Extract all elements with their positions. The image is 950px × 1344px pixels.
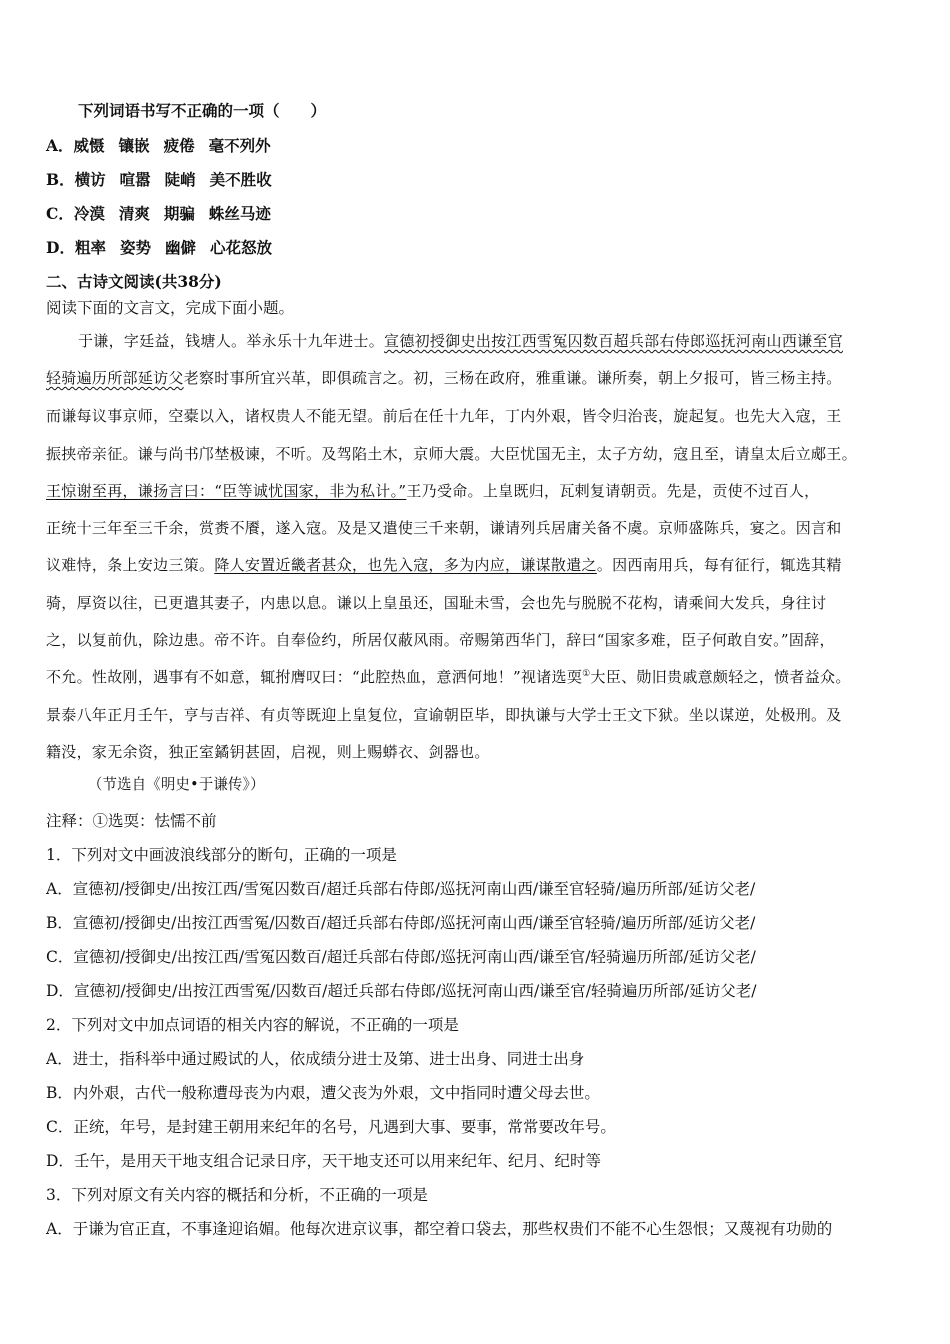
q2-option-b[interactable]: B．内外艰，古代一般称遭母丧为内艰，遭父丧为外艰，文中指同时遭父母去世。 <box>46 1084 600 1102</box>
word: 镶嵌 <box>118 136 150 155</box>
word: 威慑 <box>73 136 105 155</box>
option-label: A． <box>46 136 74 155</box>
passage-line-1: 于谦，字廷益，钱塘人。举永乐十九年进士。宣德初授御史出按江西雪冤囚数百超兵部右侍郎巡抚河南山西谦至官 <box>78 332 844 350</box>
passage-line-11: 景泰八年正月壬午，亨与吉祥、有贞等既迎上皇复位，宣谕朝臣毕，即执谦与大学士王文下狱。坐以谋逆，处极刑。及 <box>46 706 842 724</box>
passage-line-3: 而谦每议事京师，空橐以入，诸权贵人不能无望。前后在任十九年，丁内外艰，皆令归治丧，旋起复。也先大入寇，王 <box>46 407 842 425</box>
passage-line-2: 轻骑遍历所部延访父老察时事所宜兴革，即俱疏言之。初，三杨在政府，雅重谦。谦所奏，朝上夕报可，皆三杨主持。 <box>46 369 842 387</box>
word: 心花怒放 <box>210 238 273 257</box>
option-label: C． <box>46 204 74 223</box>
underlined-sentence: 降人安置近畿者甚众，也先入寇，多为内应，谦谋散遣之 <box>214 556 597 574</box>
q2-option-c[interactable]: C．正统，年号，是封建王朝用来纪年的名号，凡遇到大事、要事，常常要改年号。 <box>46 1118 616 1136</box>
section-instruction: 阅读下面的文言文，完成下面小题。 <box>46 299 295 317</box>
word: 毫不列外 <box>208 136 271 155</box>
passage-line-10: 不允。性故刚，遇事有不如意，辄拊膺叹曰：“此腔热血，意洒何地！”视诸选耎①大臣、勋旧贵戚意颇轻之，愤者益众。 <box>46 668 851 686</box>
passage-source: （节选自《明史•于谦传》） <box>88 775 265 793</box>
passage-line-12: 籍没，家无余资，独正室鐍钥甚固，启视，则上赐蟒衣、剑器也。 <box>46 743 490 761</box>
word: 幽僻 <box>164 238 196 257</box>
word: 期骗 <box>163 204 195 223</box>
question-1-stem: 1．下列对文中画波浪线部分的断句，正确的一项是 <box>46 846 397 864</box>
word: 疲倦 <box>163 136 195 155</box>
option-d-row[interactable] <box>46 237 272 259</box>
footnote: 注释：①选耎：怯懦不前 <box>46 812 217 830</box>
passage-line-6: 正统十三年至三千余，赏赉不餍，遂入寇。及是又遣使三千来朝，谦请列兵居庸关备不虞。京师盛陈兵，宴之。因言和 <box>46 519 842 537</box>
option-label: D． <box>46 238 75 257</box>
word: 美不胜收 <box>209 170 272 189</box>
underlined-sentence: 王惊谢至再，谦扬言曰：“臣等诚忧国家，非为私计。” <box>46 482 407 500</box>
word: 陡峭 <box>164 170 196 189</box>
word: 冷漠 <box>73 204 105 223</box>
passage-line-8: 骑，厚资以往，已更遣其妻子，内患以息。谦以上皇虽还，国耻未雪，会也先与脱脱不花构，请乘间大发兵，身往讨 <box>46 594 827 612</box>
word: 蛛丝马迹 <box>208 204 271 223</box>
q1-option-c[interactable]: C．宣德初/授御史/出按江西/雪冤囚数百/超迁兵部右侍郎/巡抚河南山西/谦至官/轻骑遍历所部/延访父老/ <box>46 948 756 966</box>
question-3-stem: 3．下列对原文有关内容的概括和分析，不正确的一项是 <box>46 1186 428 1204</box>
q1-option-d[interactable]: D．宣德初/授御史/出按江西雪冤/囚数百/超迁兵部右侍郎/巡抚河南山西/谦至官/轻骑遍历所部/延访父老/ <box>46 982 757 1000</box>
q2-option-d[interactable]: D．壬午，是用天干地支组合记录日序，天干地支还可以用来纪年、纪月、纪时等 <box>46 1152 601 1170</box>
option-b-row[interactable] <box>46 169 272 191</box>
word: 喧嚣 <box>119 170 151 189</box>
wavy-segment: 轻骑遍历所部延访父 <box>46 369 184 387</box>
wavy-segment: 宣德初授御史出按江西雪冤囚数百超兵部右侍郎巡抚河南山西谦至官 <box>384 332 844 350</box>
word: 姿势 <box>119 238 151 257</box>
word: 粗率 <box>74 238 106 257</box>
passage-line-4: 振挟帝亲征。谦与尚书邝埜极谏，不听。及驾陷土木，京师大震。大臣忧国无主，太子方幼，寇且至，请皇太后立郕王。 <box>46 445 857 463</box>
q2-option-a[interactable]: A．进士，指科举中通过殿试的人，依成绩分进士及第、进士出身、同进士出身 <box>46 1050 585 1068</box>
question-2-stem: 2．下列对文中加点词语的相关内容的解说，不正确的一项是 <box>46 1016 459 1034</box>
passage-line-7: 议难恃，条上安边三策。降人安置近畿者甚众，也先入寇，多为内应，谦谋散遣之。因西南用兵，每有征行，辄选其精 <box>46 556 842 574</box>
section-heading: 二、古诗文阅读(共38分) <box>46 272 222 291</box>
word: 清爽 <box>118 204 150 223</box>
option-a-row[interactable] <box>46 135 271 157</box>
question-intro: 下列词语书写不正确的一项（ ） <box>78 101 327 120</box>
q3-option-a[interactable]: A．于谦为官正直，不事逢迎谄媚。他每次进京议事，都空着口袋去，那些权贵们不能不心生怨恨；又蔑视有功勋的 <box>46 1220 833 1238</box>
option-c-row[interactable] <box>46 203 271 225</box>
q1-option-b[interactable]: B．宣德初/授御史/出按江西雪冤/囚数百/超迁兵部右侍郎/巡抚河南山西/谦至官轻骑/遍历所部/延访父老/ <box>46 914 756 932</box>
passage-line-5: 王惊谢至再，谦扬言曰：“臣等诚忧国家，非为私计。”王乃受命。上皇既归，瓦剌复请朝贡。先是，贡使不过百人， <box>46 482 820 500</box>
q1-option-a[interactable]: A．宣德初/授御史/出按江西/雪冤囚数百/超迁兵部右侍郎/巡抚河南山西/谦至官轻骑/遍历所部/延访父老/ <box>46 880 756 898</box>
word: 横访 <box>74 170 106 189</box>
option-label: B． <box>46 170 75 189</box>
passage-line-9: 之，以复前仇，除边患。帝不许。自奉俭约，所居仅蔽风雨。帝赐第西华门，辞曰“国家多难，臣子何敢自安。”固辞， <box>46 631 835 649</box>
footnote-marker: ① <box>582 669 591 679</box>
